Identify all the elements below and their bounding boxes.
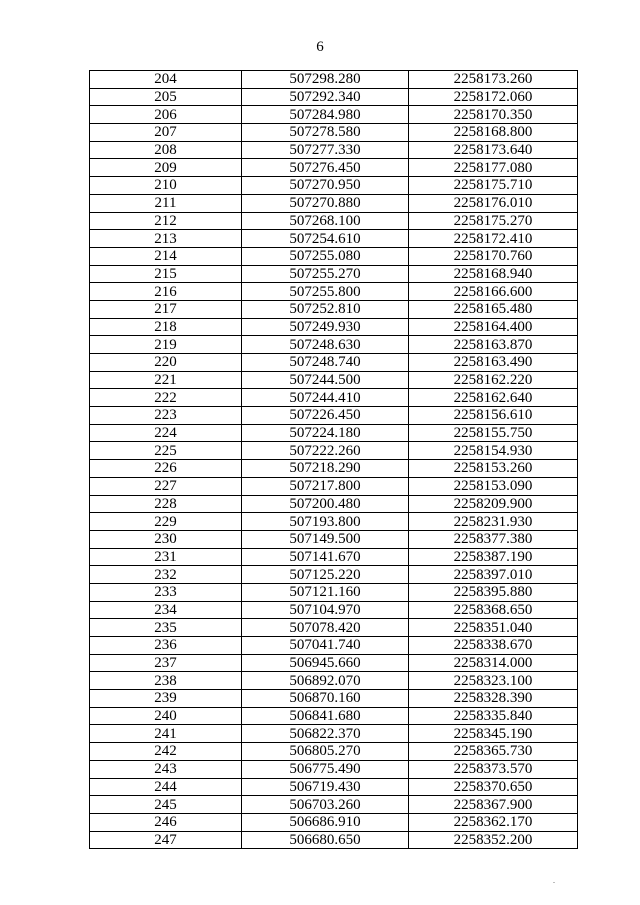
point-number-cell: 240 xyxy=(90,707,242,725)
table-row xyxy=(90,530,578,548)
table-row xyxy=(90,548,578,566)
table-row xyxy=(90,177,578,195)
x-coordinate-cell: 507222.260 xyxy=(242,442,409,460)
point-number-cell: 214 xyxy=(90,247,242,265)
x-coordinate-cell: 507248.740 xyxy=(242,354,409,372)
y-coordinate-cell: 2258352.200 xyxy=(409,831,578,849)
table-row xyxy=(90,300,578,318)
x-coordinate-cell: 506775.490 xyxy=(242,760,409,778)
table-row xyxy=(90,247,578,265)
point-number-cell: 246 xyxy=(90,813,242,831)
table-row xyxy=(90,813,578,831)
table-row xyxy=(90,407,578,425)
point-number-cell: 208 xyxy=(90,141,242,159)
table-row xyxy=(90,424,578,442)
x-coordinate-cell: 507277.330 xyxy=(242,141,409,159)
y-coordinate-cell: 2258166.600 xyxy=(409,283,578,301)
point-number-cell: 241 xyxy=(90,725,242,743)
x-coordinate-cell: 507149.500 xyxy=(242,530,409,548)
y-coordinate-cell: 2258153.090 xyxy=(409,477,578,495)
y-coordinate-cell: 2258176.010 xyxy=(409,194,578,212)
x-coordinate-cell: 507270.880 xyxy=(242,194,409,212)
y-coordinate-cell: 2258155.750 xyxy=(409,424,578,442)
point-number-cell: 232 xyxy=(90,566,242,584)
table-row xyxy=(90,371,578,389)
table-row xyxy=(90,442,578,460)
coordinates-table-body xyxy=(90,71,578,849)
x-coordinate-cell: 506870.160 xyxy=(242,690,409,708)
x-coordinate-cell: 507244.500 xyxy=(242,371,409,389)
table-row xyxy=(90,318,578,336)
table-row xyxy=(90,513,578,531)
x-coordinate-cell: 507255.080 xyxy=(242,247,409,265)
table-row xyxy=(90,743,578,761)
table-row xyxy=(90,389,578,407)
table-row xyxy=(90,760,578,778)
y-coordinate-cell: 2258323.100 xyxy=(409,672,578,690)
point-number-cell: 247 xyxy=(90,831,242,849)
table-row xyxy=(90,707,578,725)
table-row xyxy=(90,654,578,672)
x-coordinate-cell: 506680.650 xyxy=(242,831,409,849)
x-coordinate-cell: 507041.740 xyxy=(242,637,409,655)
point-number-cell: 222 xyxy=(90,389,242,407)
point-number-cell: 206 xyxy=(90,106,242,124)
table-row xyxy=(90,796,578,814)
y-coordinate-cell: 2258231.930 xyxy=(409,513,578,531)
point-number-cell: 219 xyxy=(90,336,242,354)
x-coordinate-cell: 507254.610 xyxy=(242,230,409,248)
x-coordinate-cell: 506805.270 xyxy=(242,743,409,761)
table-row xyxy=(90,354,578,372)
table-row xyxy=(90,71,578,89)
x-coordinate-cell: 507104.970 xyxy=(242,601,409,619)
y-coordinate-cell: 2258175.710 xyxy=(409,177,578,195)
point-number-cell: 234 xyxy=(90,601,242,619)
y-coordinate-cell: 2258387.190 xyxy=(409,548,578,566)
x-coordinate-cell: 507226.450 xyxy=(242,407,409,425)
x-coordinate-cell: 507224.180 xyxy=(242,424,409,442)
point-number-cell: 210 xyxy=(90,177,242,195)
y-coordinate-cell: 2258365.730 xyxy=(409,743,578,761)
y-coordinate-cell: 2258173.640 xyxy=(409,141,578,159)
y-coordinate-cell: 2258172.060 xyxy=(409,88,578,106)
table-row xyxy=(90,495,578,513)
x-coordinate-cell: 506841.680 xyxy=(242,707,409,725)
x-coordinate-cell: 507217.800 xyxy=(242,477,409,495)
point-number-cell: 205 xyxy=(90,88,242,106)
table-row xyxy=(90,566,578,584)
table-row xyxy=(90,637,578,655)
x-coordinate-cell: 507193.800 xyxy=(242,513,409,531)
y-coordinate-cell: 2258345.190 xyxy=(409,725,578,743)
y-coordinate-cell: 2258163.490 xyxy=(409,354,578,372)
point-number-cell: 238 xyxy=(90,672,242,690)
table-row xyxy=(90,88,578,106)
point-number-cell: 218 xyxy=(90,318,242,336)
point-number-cell: 207 xyxy=(90,124,242,142)
y-coordinate-cell: 2258328.390 xyxy=(409,690,578,708)
y-coordinate-cell: 2258163.870 xyxy=(409,336,578,354)
point-number-cell: 237 xyxy=(90,654,242,672)
point-number-cell: 224 xyxy=(90,424,242,442)
y-coordinate-cell: 2258351.040 xyxy=(409,619,578,637)
table-row xyxy=(90,460,578,478)
y-coordinate-cell: 2258338.670 xyxy=(409,637,578,655)
point-number-cell: 217 xyxy=(90,300,242,318)
y-coordinate-cell: 2258170.760 xyxy=(409,247,578,265)
table-row xyxy=(90,212,578,230)
point-number-cell: 244 xyxy=(90,778,242,796)
y-coordinate-cell: 2258165.480 xyxy=(409,300,578,318)
x-coordinate-cell: 507298.280 xyxy=(242,71,409,89)
point-number-cell: 213 xyxy=(90,230,242,248)
coordinates-table xyxy=(89,70,578,849)
point-number-cell: 243 xyxy=(90,760,242,778)
point-number-cell: 228 xyxy=(90,495,242,513)
y-coordinate-cell: 2258154.930 xyxy=(409,442,578,460)
x-coordinate-cell: 507141.670 xyxy=(242,548,409,566)
table-row xyxy=(90,336,578,354)
y-coordinate-cell: 2258153.260 xyxy=(409,460,578,478)
table-row xyxy=(90,283,578,301)
x-coordinate-cell: 507252.810 xyxy=(242,300,409,318)
table-row xyxy=(90,690,578,708)
table-row xyxy=(90,265,578,283)
point-number-cell: 242 xyxy=(90,743,242,761)
table-row xyxy=(90,619,578,637)
table-row xyxy=(90,601,578,619)
point-number-cell: 230 xyxy=(90,530,242,548)
x-coordinate-cell: 507121.160 xyxy=(242,583,409,601)
y-coordinate-cell: 2258162.220 xyxy=(409,371,578,389)
y-coordinate-cell: 2258168.800 xyxy=(409,124,578,142)
y-coordinate-cell: 2258377.380 xyxy=(409,530,578,548)
y-coordinate-cell: 2258177.080 xyxy=(409,159,578,177)
y-coordinate-cell: 2258373.570 xyxy=(409,760,578,778)
y-coordinate-cell: 2258370.650 xyxy=(409,778,578,796)
x-coordinate-cell: 506822.370 xyxy=(242,725,409,743)
x-coordinate-cell: 507200.480 xyxy=(242,495,409,513)
y-coordinate-cell: 2258362.170 xyxy=(409,813,578,831)
x-coordinate-cell: 507255.800 xyxy=(242,283,409,301)
x-coordinate-cell: 507218.290 xyxy=(242,460,409,478)
point-number-cell: 212 xyxy=(90,212,242,230)
table-row xyxy=(90,725,578,743)
point-number-cell: 239 xyxy=(90,690,242,708)
x-coordinate-cell: 506703.260 xyxy=(242,796,409,814)
table-row xyxy=(90,778,578,796)
y-coordinate-cell: 2258175.270 xyxy=(409,212,578,230)
point-number-cell: 226 xyxy=(90,460,242,478)
page-number: 6 xyxy=(316,39,324,55)
x-coordinate-cell: 507248.630 xyxy=(242,336,409,354)
x-coordinate-cell: 507078.420 xyxy=(242,619,409,637)
table-row xyxy=(90,106,578,124)
table-row xyxy=(90,477,578,495)
scan-speck xyxy=(553,882,555,883)
table-row xyxy=(90,583,578,601)
table-row xyxy=(90,230,578,248)
point-number-cell: 229 xyxy=(90,513,242,531)
y-coordinate-cell: 2258335.840 xyxy=(409,707,578,725)
table-row xyxy=(90,159,578,177)
x-coordinate-cell: 507276.450 xyxy=(242,159,409,177)
x-coordinate-cell: 507270.950 xyxy=(242,177,409,195)
x-coordinate-cell: 507125.220 xyxy=(242,566,409,584)
x-coordinate-cell: 506892.070 xyxy=(242,672,409,690)
point-number-cell: 236 xyxy=(90,637,242,655)
x-coordinate-cell: 506945.660 xyxy=(242,654,409,672)
point-number-cell: 204 xyxy=(90,71,242,89)
y-coordinate-cell: 2258314.000 xyxy=(409,654,578,672)
y-coordinate-cell: 2258368.650 xyxy=(409,601,578,619)
y-coordinate-cell: 2258164.400 xyxy=(409,318,578,336)
point-number-cell: 235 xyxy=(90,619,242,637)
point-number-cell: 225 xyxy=(90,442,242,460)
table-row xyxy=(90,831,578,849)
point-number-cell: 245 xyxy=(90,796,242,814)
x-coordinate-cell: 507244.410 xyxy=(242,389,409,407)
y-coordinate-cell: 2258173.260 xyxy=(409,71,578,89)
y-coordinate-cell: 2258367.900 xyxy=(409,796,578,814)
point-number-cell: 215 xyxy=(90,265,242,283)
x-coordinate-cell: 507278.580 xyxy=(242,124,409,142)
x-coordinate-cell: 507255.270 xyxy=(242,265,409,283)
point-number-cell: 231 xyxy=(90,548,242,566)
y-coordinate-cell: 2258395.880 xyxy=(409,583,578,601)
y-coordinate-cell: 2258172.410 xyxy=(409,230,578,248)
y-coordinate-cell: 2258209.900 xyxy=(409,495,578,513)
point-number-cell: 216 xyxy=(90,283,242,301)
point-number-cell: 220 xyxy=(90,354,242,372)
point-number-cell: 233 xyxy=(90,583,242,601)
y-coordinate-cell: 2258170.350 xyxy=(409,106,578,124)
x-coordinate-cell: 507292.340 xyxy=(242,88,409,106)
y-coordinate-cell: 2258162.640 xyxy=(409,389,578,407)
point-number-cell: 221 xyxy=(90,371,242,389)
x-coordinate-cell: 507249.930 xyxy=(242,318,409,336)
table-row xyxy=(90,672,578,690)
point-number-cell: 211 xyxy=(90,194,242,212)
y-coordinate-cell: 2258156.610 xyxy=(409,407,578,425)
table-row xyxy=(90,124,578,142)
y-coordinate-cell: 2258397.010 xyxy=(409,566,578,584)
x-coordinate-cell: 507284.980 xyxy=(242,106,409,124)
x-coordinate-cell: 507268.100 xyxy=(242,212,409,230)
x-coordinate-cell: 506719.430 xyxy=(242,778,409,796)
x-coordinate-cell: 506686.910 xyxy=(242,813,409,831)
table-row xyxy=(90,194,578,212)
point-number-cell: 223 xyxy=(90,407,242,425)
table-row xyxy=(90,141,578,159)
y-coordinate-cell: 2258168.940 xyxy=(409,265,578,283)
point-number-cell: 227 xyxy=(90,477,242,495)
point-number-cell: 209 xyxy=(90,159,242,177)
